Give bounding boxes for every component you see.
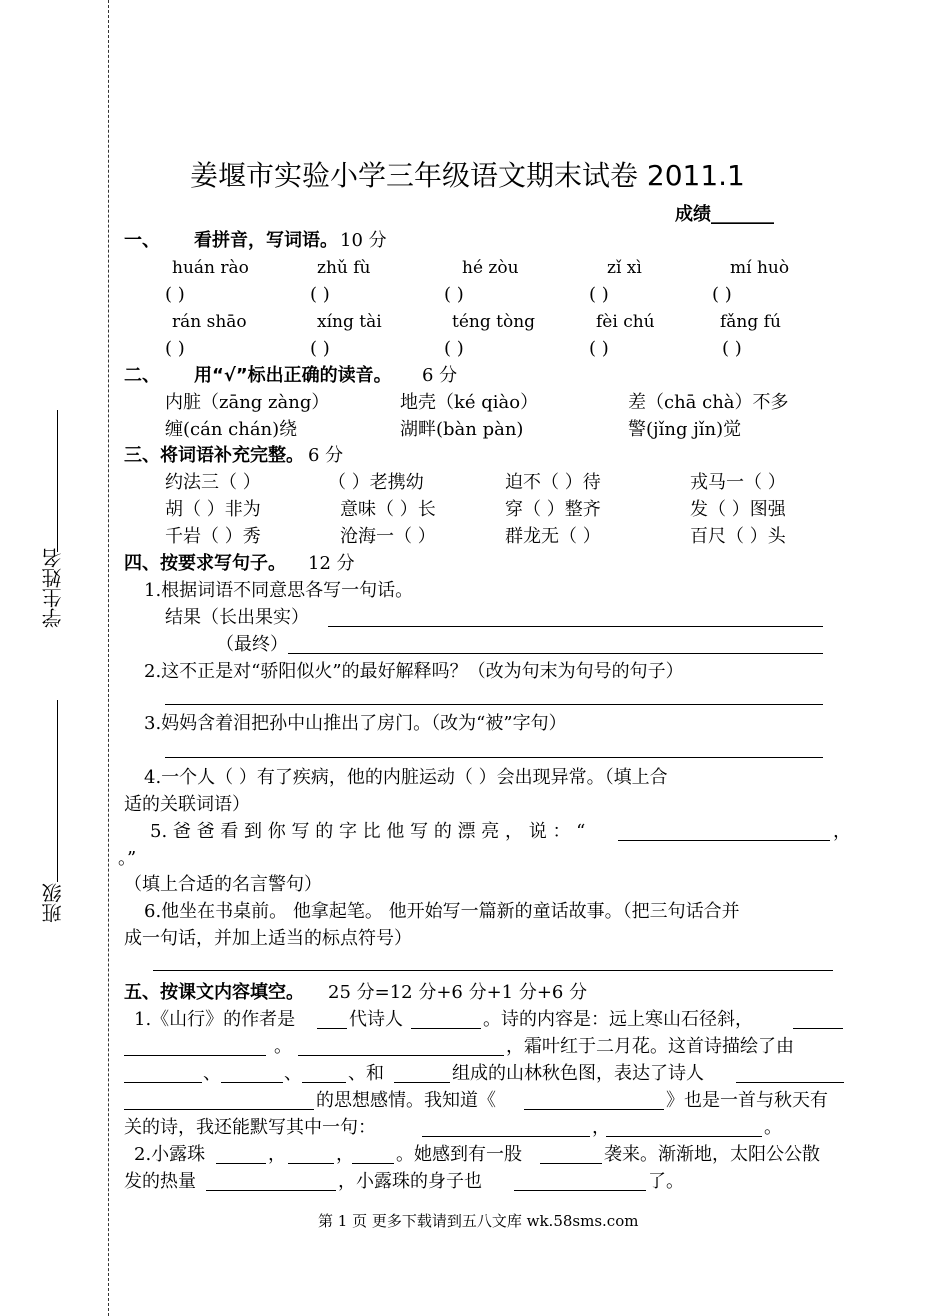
s5-l5b: ， [592, 1117, 610, 1138]
student-name-label: 学生姓名 [41, 548, 65, 628]
q1a-answer-line [328, 626, 823, 627]
blank-feeling-b [124, 1109, 314, 1110]
blank-scene-3 [302, 1082, 346, 1083]
s5-heading: 五、按课文内容填空。 [124, 982, 304, 1003]
s1-number: 一、 [124, 230, 160, 251]
s5-l3b: 、 [284, 1063, 302, 1084]
s5-points: 25 分=12 分+6 分+1 分+6 分 [328, 982, 588, 1003]
q5-prompt: 5. 爸 爸 看 到 你 写 的 字 比 他 写 的 漂 亮 ， 说 ： “ [150, 821, 586, 842]
idiom-5: 胡（ ）非为 [165, 499, 261, 520]
answer-paren-7: ( ) [310, 338, 330, 359]
idiom-8: 发（ ）图强 [690, 499, 786, 520]
answer-paren-10: ( ) [722, 338, 742, 359]
s5-l4a: 的思想感情。我知道《 [316, 1090, 496, 1111]
page-footer: 第 1 页 更多下载请到五八文库 wk.58sms.com [318, 1212, 639, 1230]
blank-feeling-a [736, 1082, 844, 1083]
student-name-line [57, 410, 58, 552]
answer-paren-5: ( ) [712, 284, 732, 305]
page-title: 姜堰市实验小学三年级语文期末试卷 2011.1 [190, 159, 745, 192]
q6-answer-line [153, 970, 833, 971]
s5-l6c: ， [336, 1144, 354, 1165]
reading-item-4: 缠(cán chán)绕 [165, 419, 298, 440]
q4-prompt-line2: 适的关联词语） [124, 794, 250, 815]
q5-note: （填上合适的名言警句） [124, 874, 322, 895]
s5-l1b: 代诗人 [349, 1009, 403, 1030]
pinyin-2: zhǔ fù [317, 258, 371, 278]
answer-paren-6: ( ) [165, 338, 185, 359]
q3-prompt: 3.妈妈含着泪把孙中山推出了房门。（改为“被”字句） [144, 713, 567, 734]
idiom-10: 沧海一（ ） [340, 526, 436, 547]
s4-heading: 四、按要求写句子。 [124, 553, 286, 574]
s5-l7c: 了。 [648, 1171, 684, 1192]
idiom-9: 千岩（ ）秀 [165, 526, 261, 547]
q1-prompt: 1.根据词语不同意思各写一句话。 [144, 580, 414, 601]
answer-paren-4: ( ) [589, 284, 609, 305]
reading-item-5: 湖畔(bàn pàn) [400, 419, 524, 440]
answer-paren-9: ( ) [589, 338, 609, 359]
s5-l5a: 关的诗，我还能默写其中一句： [124, 1117, 376, 1138]
blank-recite-a [422, 1136, 590, 1137]
blank-scene-2 [221, 1082, 283, 1083]
idiom-3: 迫不（ ）待 [505, 472, 601, 493]
blank-dew-3 [352, 1163, 394, 1164]
blank-poem-title [524, 1109, 664, 1110]
q5-close-quote: 。” [118, 848, 137, 869]
score-label: 成绩_______ [675, 204, 774, 225]
q6-prompt-line1: 6.他坐在书桌前。 他拿起笔。 他开始写一篇新的童话故事。（把三句话合并 [144, 901, 740, 922]
idiom-1: 约法三（ ） [165, 472, 261, 493]
idiom-12: 百尺（ ）头 [690, 526, 786, 547]
s5-l3d: 组成的山林秋色图，表达了诗人 [452, 1063, 704, 1084]
answer-paren-3: ( ) [444, 284, 464, 305]
pinyin-6: rán shāo [172, 312, 247, 332]
blank-dew-1 [216, 1163, 266, 1164]
class-label: 班级 [41, 883, 65, 923]
blank-verse-b [124, 1055, 266, 1056]
pinyin-3: hé zòu [462, 258, 519, 278]
q1a-label: 结果（长出果实） [165, 607, 309, 628]
q3-answer-line [165, 757, 823, 758]
blank-verse-a [793, 1028, 843, 1029]
s5-l2b: ，霜叶红于二月花。这首诗描绘了由 [506, 1036, 794, 1057]
s2-heading: 用“√”标出正确的读音。 [194, 365, 392, 386]
blank-heat [206, 1190, 336, 1191]
s5-l3c: 、和 [348, 1063, 384, 1084]
s5-l6a: 2.小露珠 [134, 1144, 206, 1165]
q5-comma: ， [833, 821, 851, 842]
s5-l6b: ， [268, 1144, 286, 1165]
blank-verse-c [298, 1055, 504, 1056]
s4-points: 12 分 [308, 553, 355, 574]
blank-scene-4 [394, 1082, 450, 1083]
s5-l1c: 。诗的内容是：远上寒山石径斜， [483, 1009, 753, 1030]
s5-l6d: 。她感到有一股 [396, 1144, 522, 1165]
s1-points: 10 分 [340, 230, 387, 251]
fold-dashed-line [108, 0, 109, 1316]
s5-l1a: 1.《山行》的作者是 [134, 1009, 296, 1030]
idiom-4: 戎马一（ ） [690, 472, 786, 493]
pinyin-1: huán rào [172, 258, 249, 278]
pinyin-5: mí huò [730, 258, 790, 278]
q1b-answer-line [288, 653, 823, 654]
s2-points: 6 分 [422, 365, 458, 386]
s1-heading: 看拼音，写词语。 [194, 230, 338, 251]
s5-l7a: 发的热量 [124, 1171, 196, 1192]
q2-prompt: 2.这不正是对“骄阳似火”的最好解释吗？（改为句末为句号的句子） [144, 661, 684, 682]
pinyin-10: fǎng fú [720, 312, 781, 332]
pinyin-7: xíng tài [317, 312, 382, 332]
q2-answer-line [165, 704, 823, 705]
idiom-2: （ ）老携幼 [328, 472, 424, 493]
reading-item-6: 警(jǐng jǐn)觉 [628, 419, 742, 440]
answer-paren-8: ( ) [444, 338, 464, 359]
blank-body [514, 1190, 646, 1191]
q6-prompt-line2: 成一句话，并加上适当的标点符号） [124, 928, 412, 949]
s5-l2a: 。 [274, 1036, 292, 1057]
reading-item-2: 地壳（ké qiào） [400, 392, 539, 413]
class-line [57, 700, 58, 882]
s2-number: 二、 [124, 365, 160, 386]
answer-paren-2: ( ) [310, 284, 330, 305]
blank-dynasty [317, 1028, 347, 1029]
q1b-label: （最终） [216, 634, 288, 655]
s3-heading: 三、将词语补充完整。 [124, 445, 304, 466]
idiom-11: 群龙无（ ） [505, 526, 601, 547]
idiom-7: 穿（ ）整齐 [505, 499, 601, 520]
s5-l6e: 袭来。渐渐地，太阳公公散 [604, 1144, 820, 1165]
q4-prompt-line1: 4.一个人（ ）有了疾病，他的内脏运动（ ）会出现异常。（填上合 [144, 767, 668, 788]
blank-recite-b [606, 1136, 762, 1137]
pinyin-4: zǐ xì [607, 258, 642, 278]
blank-scene-1 [124, 1082, 202, 1083]
reading-item-1: 内脏（zāng zàng） [165, 392, 330, 413]
s5-l5c: 。 [764, 1117, 782, 1138]
s5-l3a: 、 [203, 1063, 221, 1084]
pinyin-8: téng tòng [452, 312, 536, 332]
blank-dew-2 [288, 1163, 334, 1164]
blank-poet [411, 1028, 481, 1029]
q5-answer-line [618, 840, 830, 841]
pinyin-9: fèi chú [596, 312, 655, 332]
s5-l7b: ，小露珠的身子也 [338, 1171, 482, 1192]
s5-l4b: 》也是一首与秋天有 [666, 1090, 828, 1111]
idiom-6: 意味（ ）长 [340, 499, 436, 520]
answer-paren-1: ( ) [165, 284, 185, 305]
s3-points: 6 分 [308, 445, 344, 466]
reading-item-3: 差（chā chà）不多 [628, 392, 789, 413]
blank-dew-4 [540, 1163, 602, 1164]
